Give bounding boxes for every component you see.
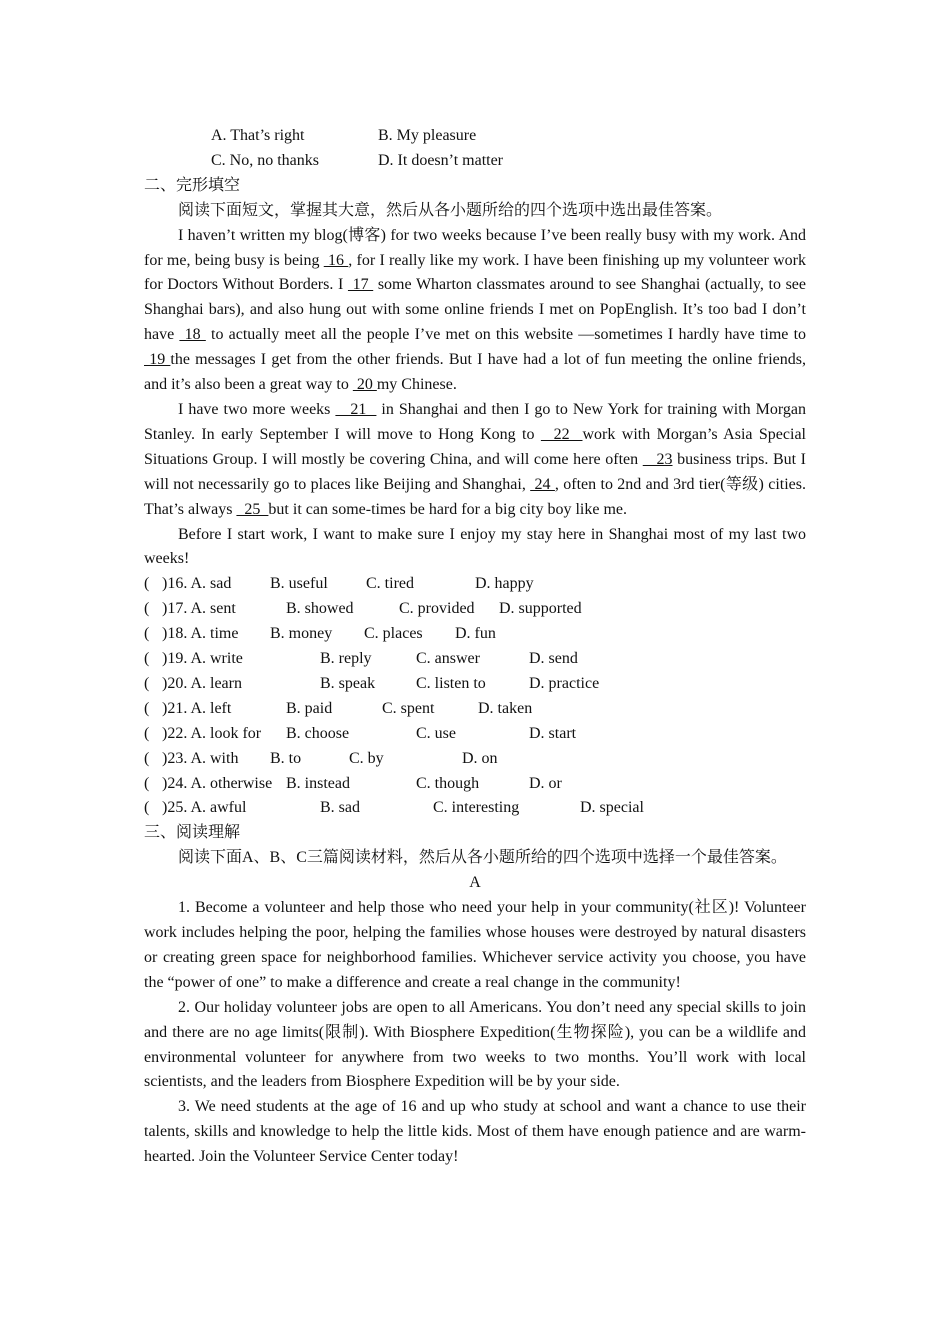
blank-23: 23 [642,450,673,468]
question-21: ( )21. A. left B. paid C. spent D. taken [144,699,533,717]
cloze-paragraph-3: Before I start work, I want to make sure I enjoy my stay here in Shanghai most of my last two weeks! [144,525,806,568]
blank-20: 20 [352,376,377,394]
blank-24: 24 [530,475,555,493]
section-2-heading: 二、完形填空 [144,176,241,194]
blank-25: 25 [236,500,269,518]
option-d: D. It doesn’t matter [378,151,504,169]
document-page [144,124,806,1170]
question-18: ( )18. A. time B. money C. places D. fun [144,625,496,643]
question-17: ( )17. A. sent B. showed C. provided D. supported [144,600,582,618]
reading-paragraph-2: 2. Our holiday volunteer jobs are open to all Americans. You don’t need any special skills to join and there are no age limits(限制). With Biosphere Expedition(生物探险), you can be a wildlife and environmental volunteer for anywhere from two weeks to two months. You’ll work with local scientists, and the leaders from Biosphere Expedition will be by your side. [144,998,806,1091]
passage-label: A [469,874,481,892]
question-19: ( )19. A. write B. reply C. answer D. send [144,650,578,668]
section-2-instruction: 阅读下面短文，掌握其大意，然后从各小题所给的四个选项中选出最佳答案。 [178,201,723,219]
blank-16: 16 [323,251,349,269]
question-16: ( )16. A. sad B. useful C. tired D. happy [144,575,534,593]
prev-options-row-1 [144,124,806,149]
blank-19: 19 [144,351,171,369]
blank-17: 17 [347,276,374,294]
question-25: ( )25. A. awful B. sad C. interesting D. special [144,799,644,817]
section-3-heading: 三、阅读理解 [144,824,241,842]
cloze-paragraph-1: I haven’t written my blog(博客) for two weeks because I’ve been really busy with my work. And for me, being busy is being 16 , for I really like my work. I have been finishing up my volunteer work for Doctors Without Borders. I 17 some Wharton classmates around to see Shanghai (actually, to see Shanghai bars), and also hung out with some online friends I met on PopEnglish. It’s too bad I don’t have 18 to actually meet all the people I’ve met on this website —sometimes I hardly have time to 19 the messages I get from the other friends. But I have had a lot of fun meeting the online friends, and it’s also been a great way to 20 my Chinese. [144,226,807,394]
question-23: ( )23. A. with B. to C. by D. on [144,749,498,767]
prev-options-row-2 [144,149,806,174]
blank-18: 18 [179,326,206,344]
question-20: ( )20. A. learn B. speak C. listen to D. practice [144,674,600,692]
cloze-questions [144,572,806,821]
option-c: C. No, no thanks [211,151,319,169]
question-24: ( )24. A. otherwise B. instead C. though D. or [144,774,562,792]
option-a: A. That’s right [211,127,305,144]
reading-paragraph-1: 1. Become a volunteer and help those who need your help in your community(社区)! Volunteer work includes helping the poor, helping the families whose houses were destroyed by natural disasters or creating green space for neighborhood families. Whichever service activity you choose, you have the “power of one” to make a difference and create a real change in the community! [144,899,806,991]
cloze-paragraph-2: I have two more weeks 21 in Shanghai and then I go to New York for training with Morgan Stanley. In early September I will move to Hong Kong to 22 work with Morgan’s Asia Special Situations Group. I will mostly be covering China, and will come here often 23 business trips. But I will not necessarily go to places like Beijing and Shanghai, 24 , often to 2nd and 3rd tier(等级) cities. That’s always 25 but it can some-times be hard for a big city boy like me. [144,400,807,518]
reading-paragraph-3: 3. We need students at the age of 16 and up who study at school and want a chance to use their talents, skills and knowledge to help the little kids. Most of them have enough patience and are warm-hearted. Join the Volunteer Service Center today! [144,1098,806,1166]
option-b: B. My pleasure [378,127,477,144]
blank-22: 22 [540,425,583,443]
question-22: ( )22. A. look for B. choose C. use D. start [144,724,577,742]
section-3-instruction: 阅读下面A、B、C三篇阅读材料，然后从各小题所给的四个选项中选择一个最佳答案。 [178,849,787,867]
blank-21: 21 [335,400,377,418]
